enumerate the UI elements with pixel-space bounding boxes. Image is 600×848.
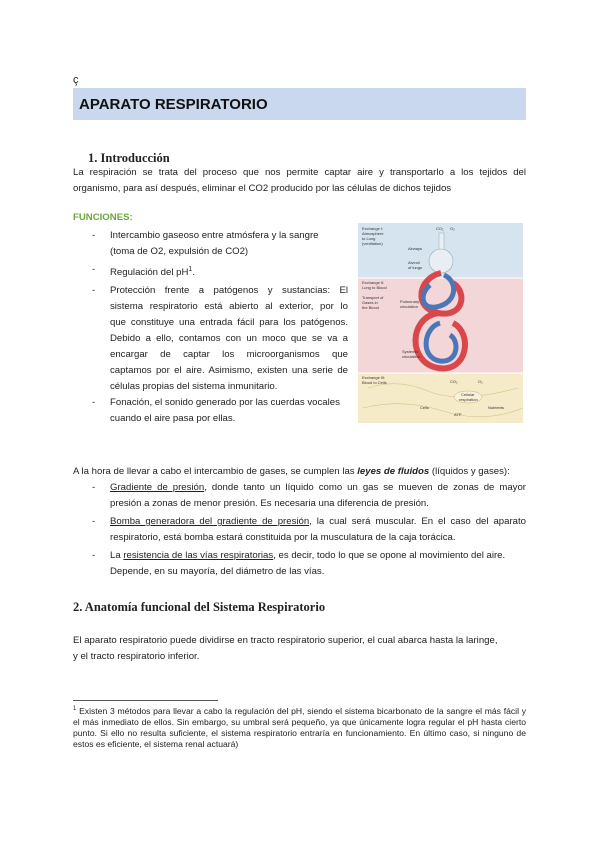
page-title: APARATO RESPIRATORIO <box>79 96 268 113</box>
svg-text:the Blood <box>362 305 379 310</box>
list-item-line: cuando el aire pasa por ellas. <box>110 413 236 425</box>
list-item: - Protección frente a patógenos y sustancias: El sistema respiratorio está abierto al exterior, por lo que constituye una entrada fácil para los patógenos. Debido a ello, contamos con un moco que se va a encargar de captar los microorganismos que captamos por el aire. Asimismo, existen una serie de células propias del sistema inmunitario. <box>92 283 348 395</box>
airway-shape <box>439 233 444 251</box>
list-item-line: , donde tanto un líquido como un gas se mueven de zonas de mayor <box>204 482 527 493</box>
list-item-line: Intercambio gaseoso entre atmósfera y la sangre <box>110 230 319 241</box>
label-atp: ATP <box>454 412 462 417</box>
footnote-text: Existen 3 métodos para llevar a cabo la regulación del pH, siendo el sistema bicarbonato de la sangre el más fácil y el más inmediato de ellos. Sin embargo, su umbral será pequeño, ya que únicamente logra regular el pH hasta cierto punto. Si ello no resulta suficiente, el sistema respiratorio entraría en funcionamiento. En último caso, si ninguno de estos es eficiente, el sistema renal actuará) <box>73 705 526 749</box>
label-exchange3-a: Exchange III: <box>362 375 386 380</box>
label-pulmonary-b: circulation <box>400 304 419 309</box>
label-exchange1-d: (ventilation) <box>362 241 383 246</box>
footnote <box>73 704 526 750</box>
list-item: - Bomba generadora del gradiente de presión, la cual será muscular. En el caso del aparato respiratorio, está bomba estará constituida por la musculatura de la caja torácica. <box>92 514 526 546</box>
label-cellular-a: Cellular <box>461 392 475 397</box>
gases-item-underlined: resistencia de las vías respiratorias <box>123 550 274 561</box>
label-o2-bottom: O₂ <box>478 379 483 384</box>
label-exchange1-c: to Lung <box>362 236 376 241</box>
list-item-line: Debido a ello, contamos con un moco que se va a <box>110 333 348 345</box>
label-systemic-a: Systemic <box>402 349 419 354</box>
list-item-line: presión a zonas de menor presión. Es necesaria una diferencia de presión. <box>110 498 429 509</box>
list-item-line: encargar de captar los microorganismos que <box>110 349 348 361</box>
label-transport-b: Gases in <box>362 300 378 305</box>
label-transport-a: Transport of <box>362 295 384 300</box>
section-heading-introduccion: 1. Introducción <box>88 151 170 165</box>
label-exchange1-b: Atmosphere <box>362 231 384 236</box>
gases-item-underlined: Gradiente de presión <box>110 482 205 493</box>
stray-character: ç <box>73 74 79 86</box>
list-item-line: , la cual será muscular. En el caso del aparato <box>309 516 526 527</box>
anatomia-line-1: El aparato respiratorio puede dividirse en tracto respiratorio superior, el cual abarca hasta la laringe, <box>73 635 498 646</box>
gases-intro-pre: A la hora de llevar a cabo el intercambio de gases, se cumplen las <box>73 466 358 477</box>
gases-item-underlined: Bomba generadora del gradiente de presión <box>110 516 310 527</box>
list-item-line: sistema respiratorio está abierto al exterior, por lo <box>110 301 348 313</box>
list-item-line: Fonación, el sonido generado por las cuerdas vocales <box>110 397 340 409</box>
respiration-diagram <box>358 223 523 423</box>
svg-text:(ventilation) <box>362 241 383 246</box>
footnote-mark: 1 <box>73 706 77 712</box>
svg-text:CO₂ <box>436 226 444 231</box>
label-systemic-b: circulation <box>402 354 421 359</box>
list-item: - Regulación del $pH^1$. <box>92 264 195 279</box>
anatomia-line-2: y el tracto respiratorio inferior. <box>73 651 200 662</box>
list-item-line: respiratorio, está bomba estará constituida por la musculatura de la caja torácica. <box>110 532 456 543</box>
label-o2-top: O₂ <box>450 226 455 231</box>
gases-intro-post: (líquidos y gases): <box>429 466 510 477</box>
svg-text:circulation <box>402 354 420 359</box>
label-exchange2-a: Exchange II: <box>362 280 385 285</box>
label-cellular-b: respiration <box>459 397 478 402</box>
svg-text:Blood to Cells <box>362 380 387 385</box>
label-nutrients: Nutrients <box>488 405 505 410</box>
svg-text:ATP <box>454 412 462 417</box>
svg-text:O₂ <box>478 379 483 384</box>
label-alveoli-b: of lungs <box>408 265 423 270</box>
gases-list <box>92 480 526 580</box>
label-pulmonary-a: Pulmonary <box>400 299 420 304</box>
label-co2-top: CO₂ <box>436 226 444 231</box>
gases-intro <box>73 464 526 480</box>
list-item-pre: La <box>110 550 124 561</box>
list-item-line: captamos por el aire. Asimismo, existen una serie de <box>110 365 348 377</box>
svg-text:O₂ <box>450 226 455 231</box>
label-airways: Airways <box>408 246 423 251</box>
list-item-line: Depende, en su mayoría, del diámetro de las vías. <box>110 566 325 577</box>
list-item-line: , es decir, todo lo que se opone al movimiento del aire. <box>273 550 506 561</box>
svg-text:Lung to Blood <box>362 285 387 290</box>
footnote-rule <box>73 700 218 701</box>
label-transport-c: the Blood <box>362 305 379 310</box>
list-item: - Fonación, el sonido generado por las cuerdas vocales cuando el aire pasa por ellas. <box>92 395 348 427</box>
list-item-text: Regulación del pH <box>110 267 189 279</box>
footnote-ref[interactable]: 1 <box>188 266 193 273</box>
label-co2-bottom: CO₂ <box>450 379 458 384</box>
list-item: - La resistencia de las vías respiratorias, es decir, todo lo que se opone al movimiento del aire. Depende, en su mayoría, del diámetro de las vías. <box>92 548 526 580</box>
list-item: - Intercambio gaseoso entre atmósfera y la sangre (toma de O2, expulsión de CO2) <box>92 228 348 260</box>
list-item-tail: . <box>192 267 195 279</box>
list-item: - Gradiente de presión, donde tanto un líquido como un gas se mueven de zonas de mayor presión a zonas de menor presión. Es necesaria una diferencia de presión. <box>92 480 526 512</box>
list-item-line: (toma de O2, expulsión de CO2) <box>110 246 249 257</box>
svg-text:respiration <box>459 397 478 402</box>
gases-intro-bold: leyes de fluidos <box>357 466 430 477</box>
intro-paragraph-line-1: La respiración se trata del proceso que nos permite captar aire y transportarlo a los tejidos del <box>73 167 526 178</box>
label-cells: Cells <box>420 405 429 410</box>
section-heading-anatomia: 2. Anatomía funcional del Sistema Respiratorio <box>73 600 326 614</box>
label-exchange3-b: Blood to Cells <box>362 380 387 385</box>
list-item-line: que constituye una entrada fácil para los patógenos. <box>110 317 348 329</box>
list-item-line: Protección frente a patógenos y sustancias: El <box>110 285 348 297</box>
svg-text:CO₂ <box>450 379 458 384</box>
label-exchange2-b: Lung to Blood <box>362 285 387 290</box>
list-item-line: células propias del sistema inmunitario. <box>110 381 278 393</box>
svg-text:circulation <box>400 304 418 309</box>
label-alveoli-a: Alveoli <box>408 260 420 265</box>
intro-paragraph-line-2: organismo, para así después, eliminar el CO2 producido por las células de dichos tejidos <box>73 183 452 194</box>
svg-text:Airways <box>408 246 422 251</box>
funciones-label: FUNCIONES: <box>73 212 133 223</box>
svg-text:of lungs <box>408 265 422 270</box>
alveolus-shape <box>429 249 453 273</box>
funciones-list <box>92 228 348 427</box>
label-exchange1-a: Exchange I: <box>362 226 384 231</box>
svg-text:Nutrients <box>488 405 504 410</box>
svg-text:Cells <box>420 405 429 410</box>
title-bar <box>73 88 526 120</box>
